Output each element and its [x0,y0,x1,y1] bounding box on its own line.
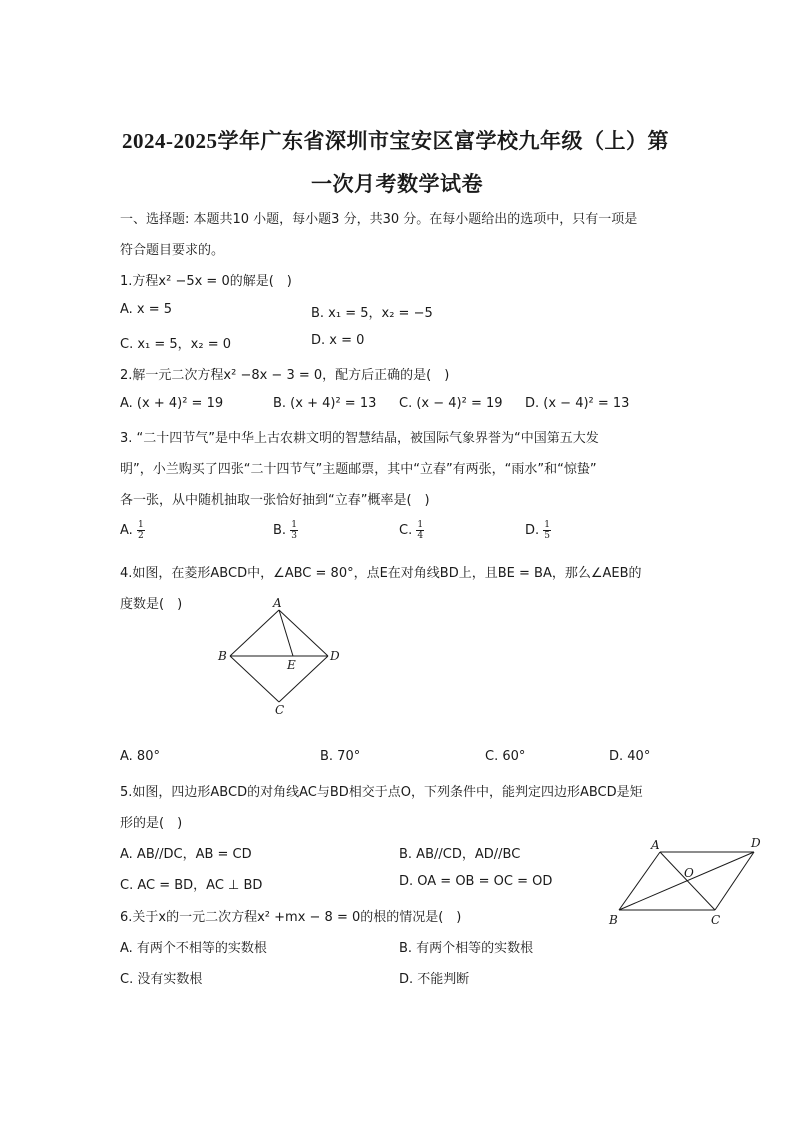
option-letter: B. [273,523,287,538]
option-letter: A. [120,523,133,538]
question-1-stem: 1.方程x² −5x = 0的解是( ) [120,274,292,289]
fraction-numerator: 1 [291,520,297,530]
question-5-option-d: D. OA = OB = OC = OD [399,874,553,889]
question-6-option-a: A. 有两个不相等的实数根 [120,941,267,956]
question-2-option-a: A. (x + 4)² = 19 [120,396,224,411]
question-2-option-d: D. (x − 4)² = 13 [525,396,630,411]
label-e: E [287,658,296,672]
fraction-numerator: 1 [417,520,424,530]
question-3-stem-line-3: 各一张，从中随机抽取一张恰好抽到“立春”概率是( ) [120,493,430,508]
question-1-option-b: B. x₁ = 5，x₂ = −5 [311,306,433,321]
question-4-option-a: A. 80° [120,749,160,764]
question-4-stem-line-2: 度数是( ) [120,597,183,612]
fraction-numerator: 1 [137,520,144,530]
question-3-option-c [399,520,424,541]
label-d: D [330,649,340,663]
fraction-one-third [290,520,298,541]
question-4-option-c: C. 60° [485,749,526,764]
question-2-option-c: C. (x − 4)² = 19 [399,396,503,411]
label-d: D [751,836,761,850]
question-3-stem-line-2: 明”，小兰购买了四张“二十四节气”主题邮票，其中“立春”有两张，“雨水”和“惊蛰” [120,462,597,477]
question-5-stem-line-1: 5.如图，四边形ABCD的对角线AC与BD相交于点O，下列条件中，能判定四边形ABCD是矩 [120,785,643,800]
section-instructions-line-2: 符合题目要求的。 [120,243,225,258]
rhombus-abcd-figure [213,595,353,715]
label-c: C [275,703,285,715]
question-6-stem: 6.关于x的一元二次方程x² +mx − 8 = 0的根的情况是( ) [120,910,462,925]
fraction-numerator: 1 [544,520,551,530]
label-o: O [684,866,694,880]
question-5-option-a: A. AB//DC，AB = CD [120,847,252,862]
label-c: C [711,913,721,927]
rhombus-edge-cb [230,656,279,702]
label-b: B [218,649,227,663]
question-4-option-d: D. 40° [609,749,651,764]
fraction-one-half [137,520,145,541]
question-6-option-d: D. 不能判断 [399,972,470,987]
question-1-option-a: A. x = 5 [120,302,173,317]
question-5-option-b: B. AB//CD，AD//BC [399,847,521,862]
question-5-stem-line-2: 形的是( ) [120,816,183,831]
fraction-one-quarter [416,520,424,541]
question-1-option-d: D. x = 0 [311,333,365,348]
question-3-option-b [273,520,298,541]
question-3-option-a [120,520,145,541]
fraction-denominator: 4 [417,531,424,541]
question-6-option-b: B. 有两个相等的实数根 [399,941,534,956]
question-4-option-b: B. 70° [320,749,361,764]
section-instructions-line-1: 一、选择题: 本题共10 小题，每小题3 分，共30 分。在每小题给出的选项中，只有一项是 [120,212,638,227]
question-1-option-c: C. x₁ = 5，x₂ = 0 [120,337,232,352]
question-6-option-c: C. 没有实数根 [120,972,203,987]
question-2-stem: 2.解一元二次方程x² −8x − 3 = 0，配方后正确的是( ) [120,368,450,383]
option-letter: C. [399,523,413,538]
question-3-stem-line-1: 3. “二十四节气”是中华上古农耕文明的智慧结晶，被国际气象界誉为“中国第五大发 [120,431,599,446]
quadrilateral-abcd-figure [605,832,765,932]
question-2-option-b: B. (x + 4)² = 13 [273,396,377,411]
label-a: A [651,838,660,852]
fraction-denominator: 5 [544,531,551,541]
question-4-stem-line-1: 4.如图，在菱形ABCD中，∠ABC = 80°，点E在对角线BD上，且BE = BA，那么∠AEB的 [120,566,642,581]
document-title-line-1: 2024-2025学年广东省深圳市宝安区富学校九年级（上）第 [122,129,669,153]
fraction-one-fifth [543,520,551,541]
fraction-denominator: 3 [291,531,297,541]
fraction-denominator: 2 [137,531,144,541]
question-5-option-c: C. AC = BD，AC ⊥ BD [120,878,263,893]
label-a: A [273,596,282,610]
question-3-option-d [525,520,551,541]
label-b: B [609,913,618,927]
option-letter: D. [525,523,540,538]
rhombus-edge-ab [230,610,279,656]
document-title-line-2: 一次月考数学试卷 [311,172,483,196]
